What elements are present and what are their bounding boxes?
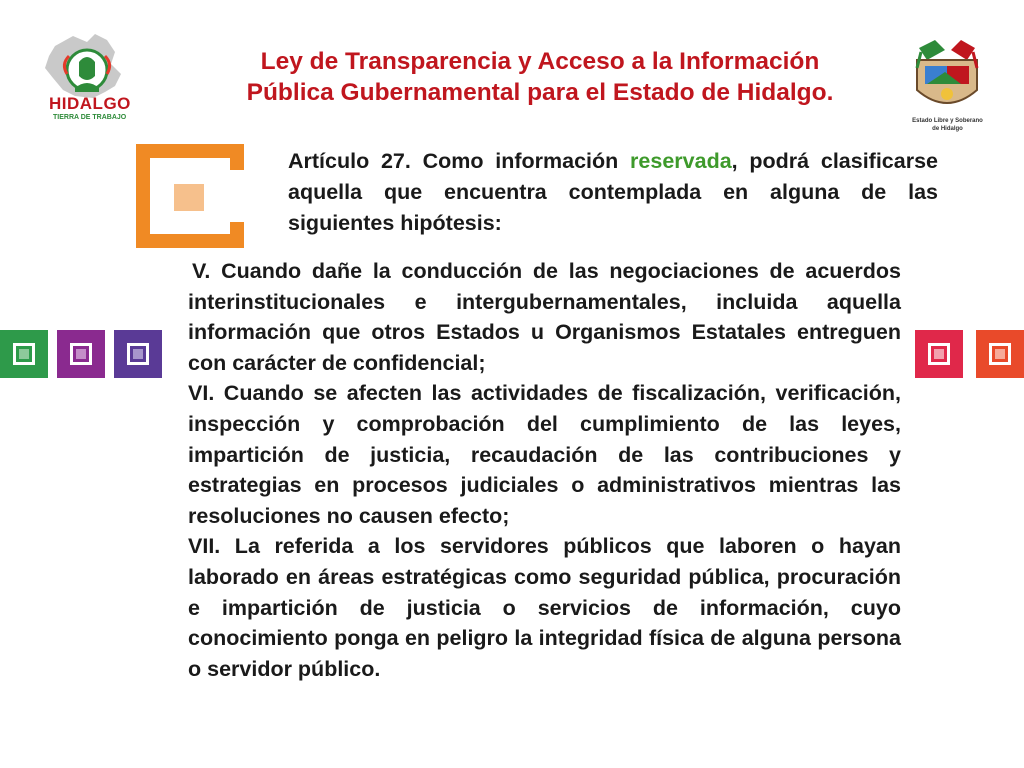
article-intro [288, 146, 938, 239]
list-item: V. Cuando dañe la conducción de las negociaciones de acuerdos interinstitucionales e intergubernamentales, incluida aquella información que otros Estados u Organismos Estatales entreguen con carácter de confidencial; [188, 259, 901, 375]
orange-bracket-decoration [136, 144, 244, 248]
deco-square-red-orange [976, 330, 1024, 378]
logo-slogan-text: TIERRA DE TRABAJO [53, 114, 127, 121]
deco-square-green [0, 330, 48, 378]
title-line-1: Ley de Transparencia y Acceso a la Información [260, 48, 820, 75]
hypotheses-list [188, 256, 901, 684]
deco-square-violet [114, 330, 162, 378]
deco-square-crimson [915, 330, 963, 378]
logo-brand-text: HIDALGO [49, 94, 131, 113]
coat-of-arms-logo [905, 38, 990, 138]
deco-square-purple [57, 330, 105, 378]
intro-text-1: Artículo 27. Como información [288, 149, 631, 173]
intro-text-2: , podrá clasificarse aquella que encuentra contemplada en alguna de las siguientes hipótesis: [288, 149, 939, 235]
page-title [190, 46, 890, 108]
list-item: VII. La referida a los servidores públicos que laboren o hayan laborado en áreas estratégicas como seguridad pública, procuración e impartición de justicia o servicios de información, cuyo conocimiento ponga en peligro la integridad física de alguna persona o servidor público. [188, 534, 901, 681]
coat-of-arms-icon [905, 38, 990, 118]
intro-highlight: reservada [630, 149, 732, 173]
title-line-2: Pública Gubernamental para el Estado de Hidalgo. [246, 79, 834, 106]
coat-of-arms-caption-line2: de Hidalgo [932, 126, 963, 132]
list-item: VI. Cuando se afecten las actividades de fiscalización, verificación, inspección y comprobación del cumplimiento de las leyes, impartición de justicia, recaudación de las contribuciones y estrategias en procesos judiciales o administrativos mientras las resoluciones no causen efecto; [188, 381, 901, 528]
coat-of-arms-caption-line1: Estado Libre y Soberano [912, 118, 983, 124]
hidalgo-logo [35, 28, 145, 128]
